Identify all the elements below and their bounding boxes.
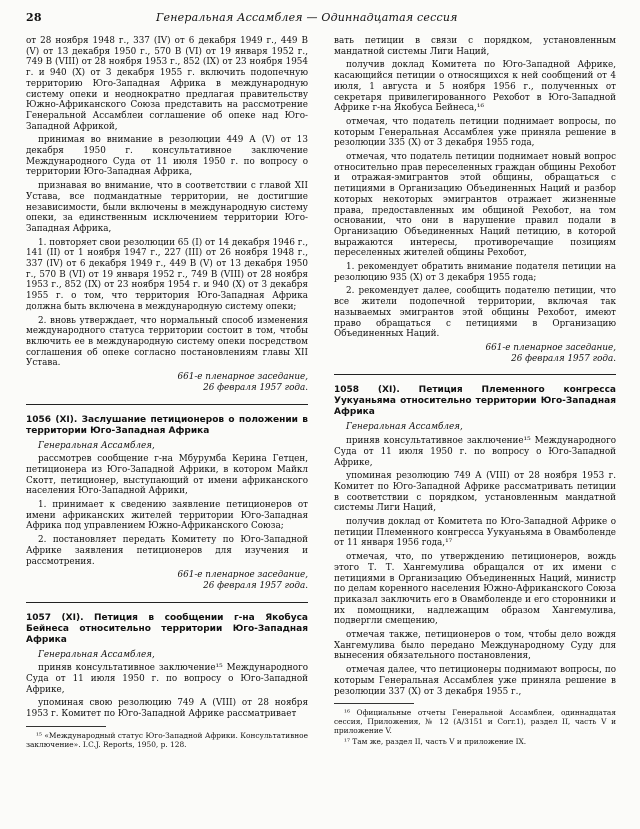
- footnotes: [26, 731, 308, 749]
- paragraph: приняв консультативное заключение¹⁵ Международного Суда от 11 июля 1950 г. по вопросу о Юго-Западной Африке,: [26, 663, 308, 695]
- paragraph: 2. рекомендует далее, сообщить подателю петиции, что все жители подопечной территории, включая так называемых эмигрантов этой общины Рехобот, имеют право обращаться с петициями в Организацию Объединенных Наций.: [334, 286, 616, 340]
- paragraph: принимая во внимание в резолюции 449 А (V) от 13 декабря 1950 г. консультативное заключение Международного Суда от 11 июля 1950 г. по вопросу о территории Юго-Западная Африка,: [26, 135, 308, 178]
- assembly-label: Генеральная Ассамблея,: [38, 649, 155, 660]
- section-divider: [334, 374, 616, 375]
- resolution-heading-1056: 1056 (XI). Заслушание петиционеров о положении в территории Юго-Западная Африка: [26, 414, 308, 436]
- paragraph: вать петиции в связи с порядком, установленным мандатной системы Лиги Наций,: [334, 36, 616, 57]
- meeting-date: 26 февраля 1957 года.: [511, 353, 616, 364]
- footnote: ¹⁶ Официальные отчеты Генеральной Ассамблеи, одиннадцатая сессия, Приложения, № 12 (А/3151 и Corr.1), раздел II, часть V и приложение V.: [334, 708, 616, 736]
- paragraph: 1. принимает к сведению заявление петиционеров от имени африканских жителей территории Юго-Западная Африка под управлением Южно-Африканского Союза;: [26, 500, 308, 532]
- section-divider: [26, 602, 308, 603]
- paragraph: упоминая резолюцию 749 А (VIII) от 28 ноября 1953 г. Комитет по Юго-Западной Африке рассматривать петиции в соответствии с порядком, установленным мандатной системы Лиги Наций,: [334, 471, 616, 514]
- paragraph: отмечая также, петиционеров о том, чтобы дело вождя Хангемулива было передано Международному Суду для вынесения обязательного постановления,: [334, 630, 616, 662]
- paragraph: отмечая, что податель петиции поднимает вопросы, по которым Генеральная Ассамблея уже приняла решение в резолюции 335 (X) от 3 декабря 1955 года,: [334, 116, 616, 149]
- footnote: ¹⁷ Там же, раздел II, часть V и приложение IX.: [344, 737, 527, 747]
- paragraph: от 28 ноября 1948 г., 337 (IV) от 6 декабря 1949 г., 449 В (V) от 13 декабря 1950 г., 570 В (VI) от 19 января 1952 г., 749 В (VIII) от 28 ноября 1953 г., 852 (IX) от 23 ноября 1954 г. и 940 (X) от 3 декабря 1955 г. включить подопечную территорию Юго-Западная Африка в международную систему опеки и неоднократно предлагая правительству Южно-Африканского Союза представить на рассмотрение Генеральной Ассамблеи соглашение об опеке над Юго-Западной Африкой,: [26, 36, 308, 132]
- left-column: [26, 36, 308, 824]
- paragraph: рассмотрев сообщение г-на Мбурумба Керина Гетцен, петиционера из Юго-Западной Африки, в котором Майкл Скотт, петиционер, выступающий от имени африканского населения Юго-Западной Африки,: [26, 454, 308, 497]
- running-title: Генеральная Ассамблея — Одиннадцатая сессия: [156, 11, 458, 24]
- paragraph: отмечая, что, по утверждению петиционеров, вождь этого Т. Т. Хангемулива обращался от их имени с петициями в Организацию Объединенных Наций, министр по делам коренного населения Южно-Африканского Союза приказал заключить его в Овамболенде и его сторонники и их помощники, надлежащим образом Хангемулива, подвергли смещению,: [334, 552, 616, 627]
- paragraph: 1. рекомендует обратить внимание подателя петиции на резолюцию 935 (X) от 3 декабря 1955 года;: [334, 262, 616, 283]
- meeting-signature: 661-е пленарное заседание,: [177, 570, 308, 581]
- footnote-rule: [26, 726, 106, 727]
- page-header: [26, 8, 616, 28]
- assembly-label: Генеральная Ассамблея,: [38, 440, 155, 451]
- resolution-heading-1058: 1058 (XI). Петиция Племенного конгресса Уукуаньяма относительно территории Юго-Западная Африка: [334, 385, 616, 418]
- right-column: [334, 36, 616, 824]
- footnote: ¹⁵ «Международный статус Юго-Западной Африки. Консультативное заключение». I.C.J. Reports, 1950, p. 128.: [26, 730, 308, 749]
- paragraph: 2. постановляет передать Комитету по Юго-Западной Африке заявления петиционеров для изучения и рассмотрения.: [26, 535, 308, 567]
- paragraph: 1. повторяет свои резолюции 65 (I) от 14 декабря 1946 г., 141 (II) от 1 ноября 1947 г., 227 (III) от 26 ноября 1948 г., 337 (IV) от 6 декабря 1949 г., 449 В (V) от 13 декабря 1950 г., 570 В (VI) от 19 января 1952 г., 749 В (VIII) от 28 ноября 1953 г., 852 (IX) от 23 ноября 1954 г. и 940 (X) от 3 декабря 1955 г. о том, что территория Юго-Западная Африка должна быть включена в международную систему опеки;: [26, 237, 308, 312]
- paragraph: упоминая свою резолюцию 749 А (VIII) от 28 ноября 1953 г. Комитет по Юго-Западной Африке рассматривает: [26, 698, 308, 720]
- paragraph: получив доклад от Комитета по Юго-Западной Африке о петиции Племенного конгресса Уукуаньяма в Овамболенде от 11 января 1956 года,¹⁷: [334, 517, 616, 549]
- footnote-rule: [334, 703, 414, 704]
- section-divider: [26, 404, 308, 405]
- page-number: 28: [26, 11, 42, 24]
- paragraph: 2. вновь утверждает, что нормальный способ изменения международного статуса территории состоит в том, чтобы включить ее в международную систему опеки посредством соглашения об опеке согласно постановлениям главы XII Устава.: [26, 315, 308, 369]
- meeting-date: 26 февраля 1957 года.: [203, 382, 308, 393]
- footnotes: [334, 708, 616, 746]
- meeting-date: 26 февраля 1957 года.: [203, 580, 308, 591]
- paragraph: приняв консультативное заключение¹⁵ Международного Суда от 11 июля 1950 г. по вопросу о Юго-Западной Африке,: [334, 436, 616, 468]
- meeting-signature: 661-е пленарное заседание,: [177, 372, 308, 383]
- paragraph: отмечая, что податель петиции поднимает новый вопрос относительно прав переселенных граждан общины Рехобот и отражая-эмигрантов этой общины, обращаться с петициями в Организацию Объединенных Наций и разбор которых некоторых эмигрантов отражает жизненные права, предоставленных им общиной Рехобот, на том основании, что они в нарушение правил подали в Организацию Объединенных Наций петицию, в которой выражаются интересы, противоречащие позициям переселенных жителей общины Рехобот,: [334, 152, 616, 259]
- resolution-heading-1057: 1057 (XI). Петиция в сообщении г-на Якобуса Бейнеса относительно территории Юго-Западная Африка: [26, 612, 308, 645]
- assembly-label: Генеральная Ассамблея,: [346, 422, 463, 433]
- paragraph: признавая во внимание, что в соответствии с главой XII Устава, все подмандатные территории, не достигшие независимости, были включены в международную систему опеки, за единственным исключением территории Юго-Западная Африка,: [26, 181, 308, 234]
- paragraph: получив доклад Комитета по Юго-Западной Африке, касающийся петиции о относящихся к ней сообщений от 4 июля, 1 августа и 5 ноября 1956 г., полученных от секретаря привилегированного Рехобот в Юго-Западной Африке г-на Якобуса Бейнеса,¹⁶: [334, 60, 616, 114]
- meeting-signature: 661-е пленарное заседание,: [485, 342, 616, 353]
- paragraph: отмечая далее, что петиционеры поднимают вопросы, по которым Генеральная Ассамблея уже приняла решение в резолюции 337 (X) от 3 декабря 1955 г.,: [334, 665, 616, 697]
